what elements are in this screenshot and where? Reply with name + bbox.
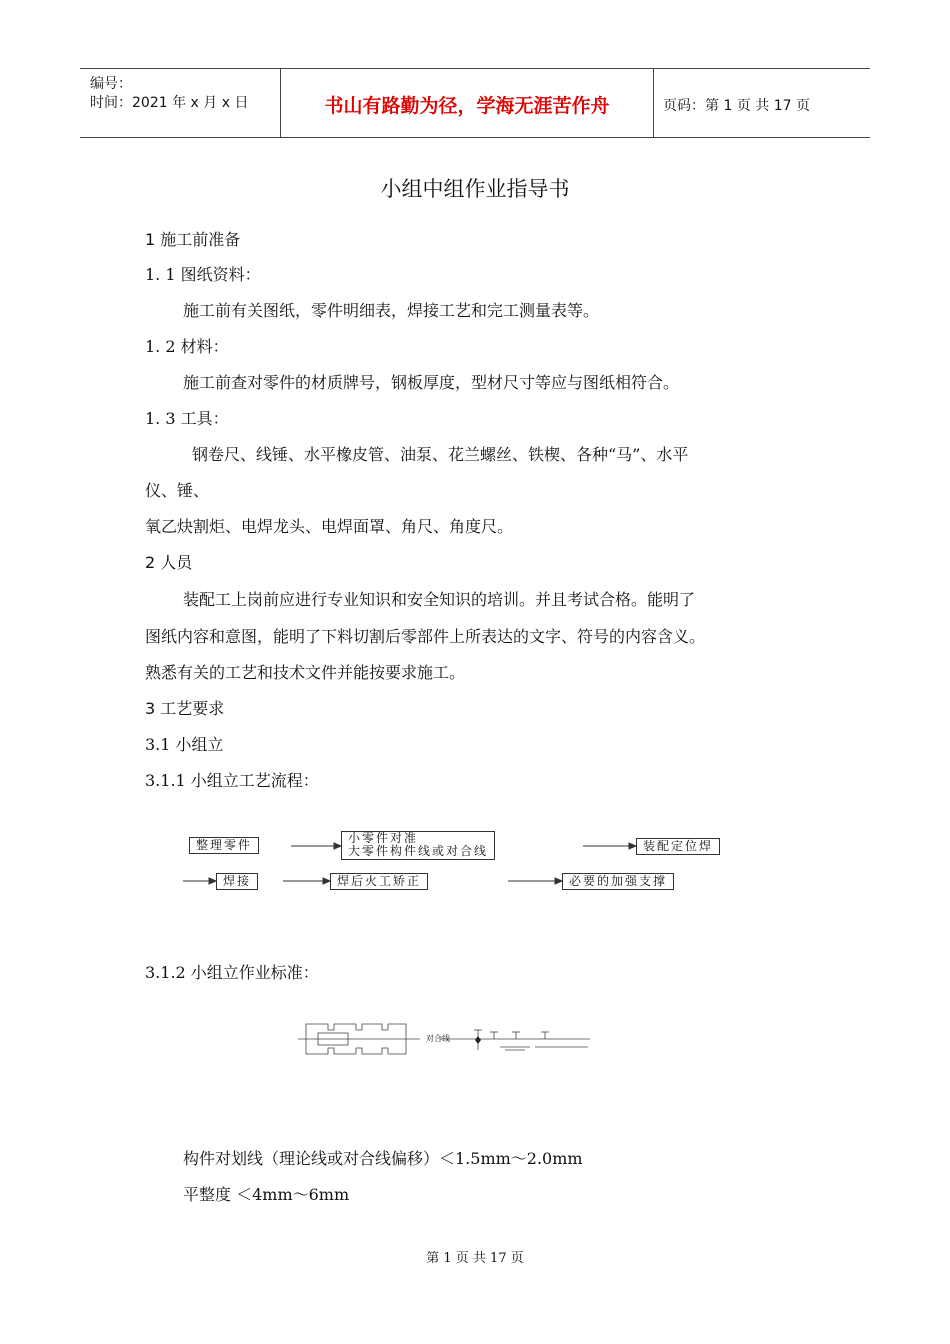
flow-step-reinforcement: 必要的加强支撑 bbox=[562, 873, 674, 890]
section-1-2-heading: 1. 2 材料： bbox=[145, 337, 229, 356]
document-time-label: 时间：2021 年 x 月 x 日 bbox=[90, 95, 249, 111]
section-1-3-text-1: 钢卷尺、线锤、水平橡皮管、油泵、花兰螺丝、铁楔、各种“马”、水平 bbox=[192, 445, 689, 464]
section-1-3-text-3: 氧乙炔割炬、电焊龙头、电焊面罩、角尺、角度尺。 bbox=[145, 517, 514, 536]
section-2-heading: 2 人员 bbox=[145, 553, 193, 572]
section-2-text-1: 装配工上岗前应进行专业知识和安全知识的培训。并且考试合格。能明了 bbox=[183, 590, 696, 609]
flow-step-organize-parts: 整理零件 bbox=[189, 837, 259, 854]
flow-step-tack-weld: 装配定位焊 bbox=[636, 838, 720, 855]
section-1-1-heading: 1. 1 图纸资料： bbox=[145, 265, 261, 284]
section-3-heading: 3 工艺要求 bbox=[145, 699, 225, 718]
section-3-1-heading: 3.1 小组立 bbox=[145, 735, 224, 754]
flow-step-align-small: 小零件对准 bbox=[348, 831, 419, 845]
section-2-text-2: 图纸内容和意图，能明了下料切割后零部件上所表达的文字、符号的内容含义。 bbox=[145, 627, 706, 646]
section-3-1-2-heading: 3.1.2 小组立作业标准： bbox=[145, 963, 319, 982]
header-motto: 书山有路勤为径，学海无涯苦作舟 bbox=[324, 95, 610, 117]
flow-step-align-large: 大零件构件线或对合线 bbox=[348, 844, 489, 858]
flow-step-welding: 焊接 bbox=[216, 873, 258, 890]
section-2-text-3: 熟悉有关的工艺和技术文件并能按要求施工。 bbox=[145, 663, 466, 682]
standard-flatness: 平整度 ＜4mm～6mm bbox=[183, 1185, 350, 1204]
page-footer: 第 1 页 共 17 页 bbox=[426, 1251, 524, 1266]
section-1-3-heading: 1. 3 工具： bbox=[145, 409, 229, 428]
document-title: 小组中组作业指导书 bbox=[380, 177, 570, 201]
document-number-label: 编号： bbox=[90, 76, 132, 92]
section-1-2-text: 施工前查对零件的材质牌号，钢板厚度，型材尺寸等应与图纸相符合。 bbox=[183, 373, 680, 392]
section-3-1-1-heading: 3.1.1 小组立工艺流程： bbox=[145, 771, 319, 790]
page-info: 页码：第 1 页 共 17 页 bbox=[663, 98, 810, 114]
section-1-1-text: 施工前有关图纸，零件明细表，焊接工艺和完工测量表等。 bbox=[183, 301, 600, 320]
section-1-3-text-2: 仪、锤、 bbox=[145, 481, 210, 500]
section-1-heading: 1 施工前准备 bbox=[145, 230, 241, 249]
alignment-line-label: 对合线 bbox=[426, 1034, 450, 1043]
flow-step-fire-correction: 焊后火工矫正 bbox=[330, 873, 428, 890]
standard-line-offset: 构件对划线（理论线或对合线偏移）＜1.5mm～2.0mm bbox=[183, 1149, 583, 1168]
